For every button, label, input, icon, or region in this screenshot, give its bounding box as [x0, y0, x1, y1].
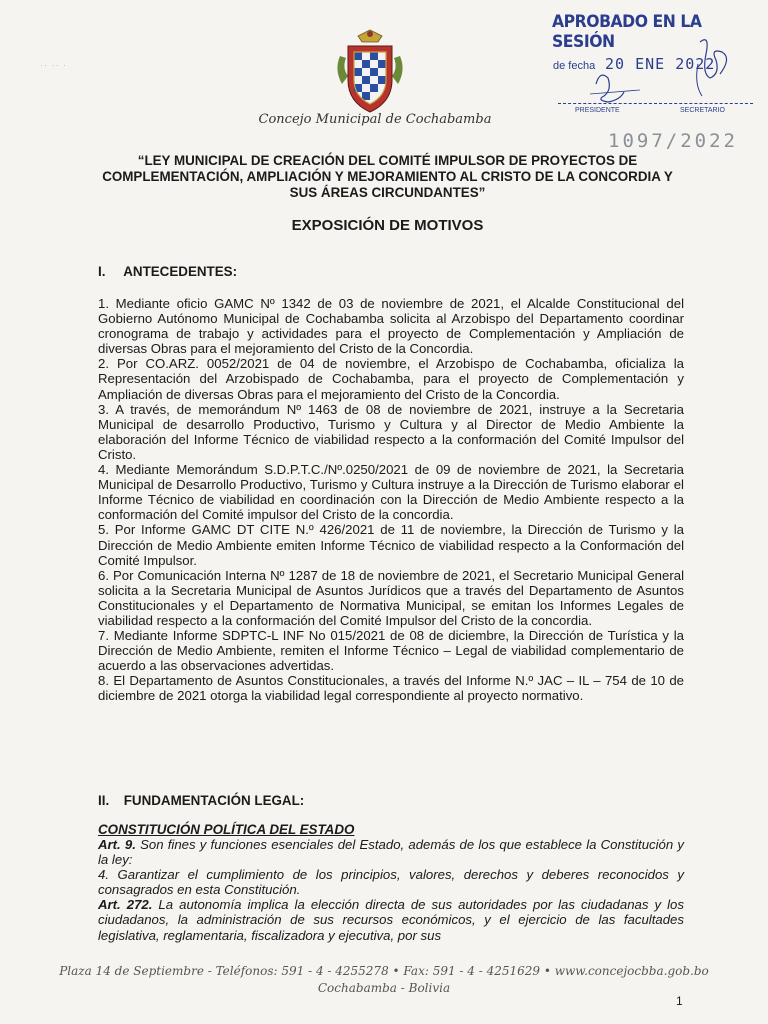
article-9-label: Art. 9.	[98, 837, 136, 852]
article-9-item-4: 4. Garantizar el cumplimiento de los principios, valores, derechos y deberes reconocidos y consagrados en esta Constitución.	[98, 867, 684, 898]
antecedente-item: 6. Por Comunicación Interna Nº 1287 de 18 de noviembre de 2021, el Secretario Municipal General solicita a la Secretaria Municipal de Asuntos Jurídicos que a través del Departamento de Asuntos Constitucionales y el Departamento de Normativa Municipal, se emitan los Informes Legales de viabilidad respecto a la conformación del Comité Impulsor del Cristo de la concordia.	[98, 567, 684, 628]
fundamentacion-heading	[98, 793, 304, 808]
antecedente-item: 7. Mediante Informe SDPTC-L INF No 015/2021 de 08 de diciembre, la Dirección de Turística y la Dirección de Medio Ambiente, remiten el Informe Técnico – Legal de viabilidad complementario de acuerdo a las observaciones advertidas.	[98, 628, 684, 674]
antecedentes-title: ANTECEDENTES:	[123, 264, 238, 279]
antecedente-item: 5. Por Informe GAMC DT CITE N.º 426/2021 de 11 de noviembre, la Dirección de Turismo y la Dirección de Medio Ambiente emiten Informe Técnico de viabilidad respecto a la Conformación del Comité Impulsor.	[98, 522, 684, 568]
article-272-text: La autonomía implica la elección directa de sus autoridades por las ciudadanas y los ciudadanos, la administración de sus recursos económicos, y el ejercicio de las facultades legislativa, reglamentaria, fiscalizadora y ejecutiva, por sus	[98, 897, 684, 943]
antecedente-item: 2. Por CO.ARZ. 0052/2021 de 04 de noviembre, el Arzobispo de Cochabamba, oficializa la Representación del Arzobispado de Cochabamba, para el proyecto de Complementación y Ampliación de diversas Obras para el mejoramiento del Cristo de la Concordia.	[98, 356, 684, 402]
council-name: Concejo Municipal de Cochabamba	[258, 112, 492, 127]
article-272	[98, 897, 684, 942]
article-272-label: Art. 272.	[98, 897, 153, 913]
stamp-presidente-label: PRESIDENTE	[575, 107, 620, 114]
cochabamba-coat-of-arms-logo	[330, 26, 410, 118]
constitution-heading: CONSTITUCIÓN POLÍTICA DEL ESTADO	[98, 822, 355, 837]
antecedente-item: 8. El Departamento de Asuntos Constitucionales, a través del Informe N.º JAC – IL – 754 de 10 de diciembre de 2021 otorga la viabilidad legal correspondiente al proyecto normativo.	[98, 673, 684, 704]
article-9	[98, 837, 684, 867]
approval-stamp-title: APROBADO EN LA SESIÓN	[552, 12, 702, 52]
footer-contact: Plaza 14 de Septiembre - Teléfonos: 591 - 4 - 4255278 • Fax: 591 - 4 - 4251629 • www.concejocbba.gob.bo	[59, 964, 709, 978]
antecedente-item: 4. Mediante Memorándum S.D.P.T.C./Nº.0250/2021 de 09 de noviembre de 2021, la Secretaria Municipal de Desarrollo Productivo, Turismo y Cultura instruye a la Dirección de Turismo elaborar el Informe Técnico de viabilidad en coordinación con la Dirección de Medio Ambiente respecto a la conformación del Comité impulsor del Cristo de la concordia.	[98, 462, 684, 523]
handwritten-signatures	[560, 34, 750, 108]
legal-articles	[98, 837, 684, 943]
stamp-secretario-label: SECRETARIO	[680, 107, 725, 114]
antecedentes-list	[98, 296, 684, 704]
footer-city: Cochabamba - Bolivia	[317, 981, 451, 995]
antecedente-item: 3. A través, de memorándum Nº 1463 de 08 de noviembre de 2021, instruye a la Secretaria Municipal de desarrollo Productivo, Turismo y Cultura y al Director de Medio Ambiente la elaboración del Informe Técnico de viabilidad respecto a la conformación del Comité Impulsor del Cristo.	[98, 401, 684, 462]
antecedentes-heading	[98, 264, 237, 279]
section-heading: EXPOSICIÓN DE MOTIVOS	[291, 217, 484, 234]
approval-stamp-date: 20 ENE 2022	[605, 55, 716, 73]
fundamentacion-number: II.	[98, 793, 110, 808]
page-number: 1	[676, 994, 683, 1008]
antecedentes-number: I.	[98, 264, 106, 279]
scan-mark: ·· ·· ·	[40, 60, 67, 70]
document-number: 1097/2022	[608, 130, 738, 152]
fundamentacion-title: FUNDAMENTACIÓN LEGAL:	[123, 793, 305, 808]
approval-stamp-date-label: de fecha	[553, 60, 596, 72]
article-9-text: Son fines y funciones esenciales del Estado, además de los que establece la Constitución y la ley:	[98, 837, 684, 868]
law-title: “LEY MUNICIPAL DE CREACIÓN DEL COMITÉ IMPULSOR DE PROYECTOS DE COMPLEMENTACIÓN, AMPLIACIÓN Y MEJORAMIENTO AL CRISTO DE LA CONCORDIA Y SUS ÁREAS CIRCUNDANTES”	[102, 153, 673, 200]
stamp-signature-line	[558, 103, 753, 104]
antecedente-item: 1. Mediante oficio GAMC Nº 1342 de 03 de noviembre de 2021, el Alcalde Constitucional del Gobierno Autónomo Municipal de Cochabamba solicita al Arzobispo del Departamento coordinar cronograma de trabajo y actividades para el proyecto de Complementación y Ampliación de diversas Obras para el mejoramiento del Cristo de la Concordia.	[98, 296, 684, 357]
